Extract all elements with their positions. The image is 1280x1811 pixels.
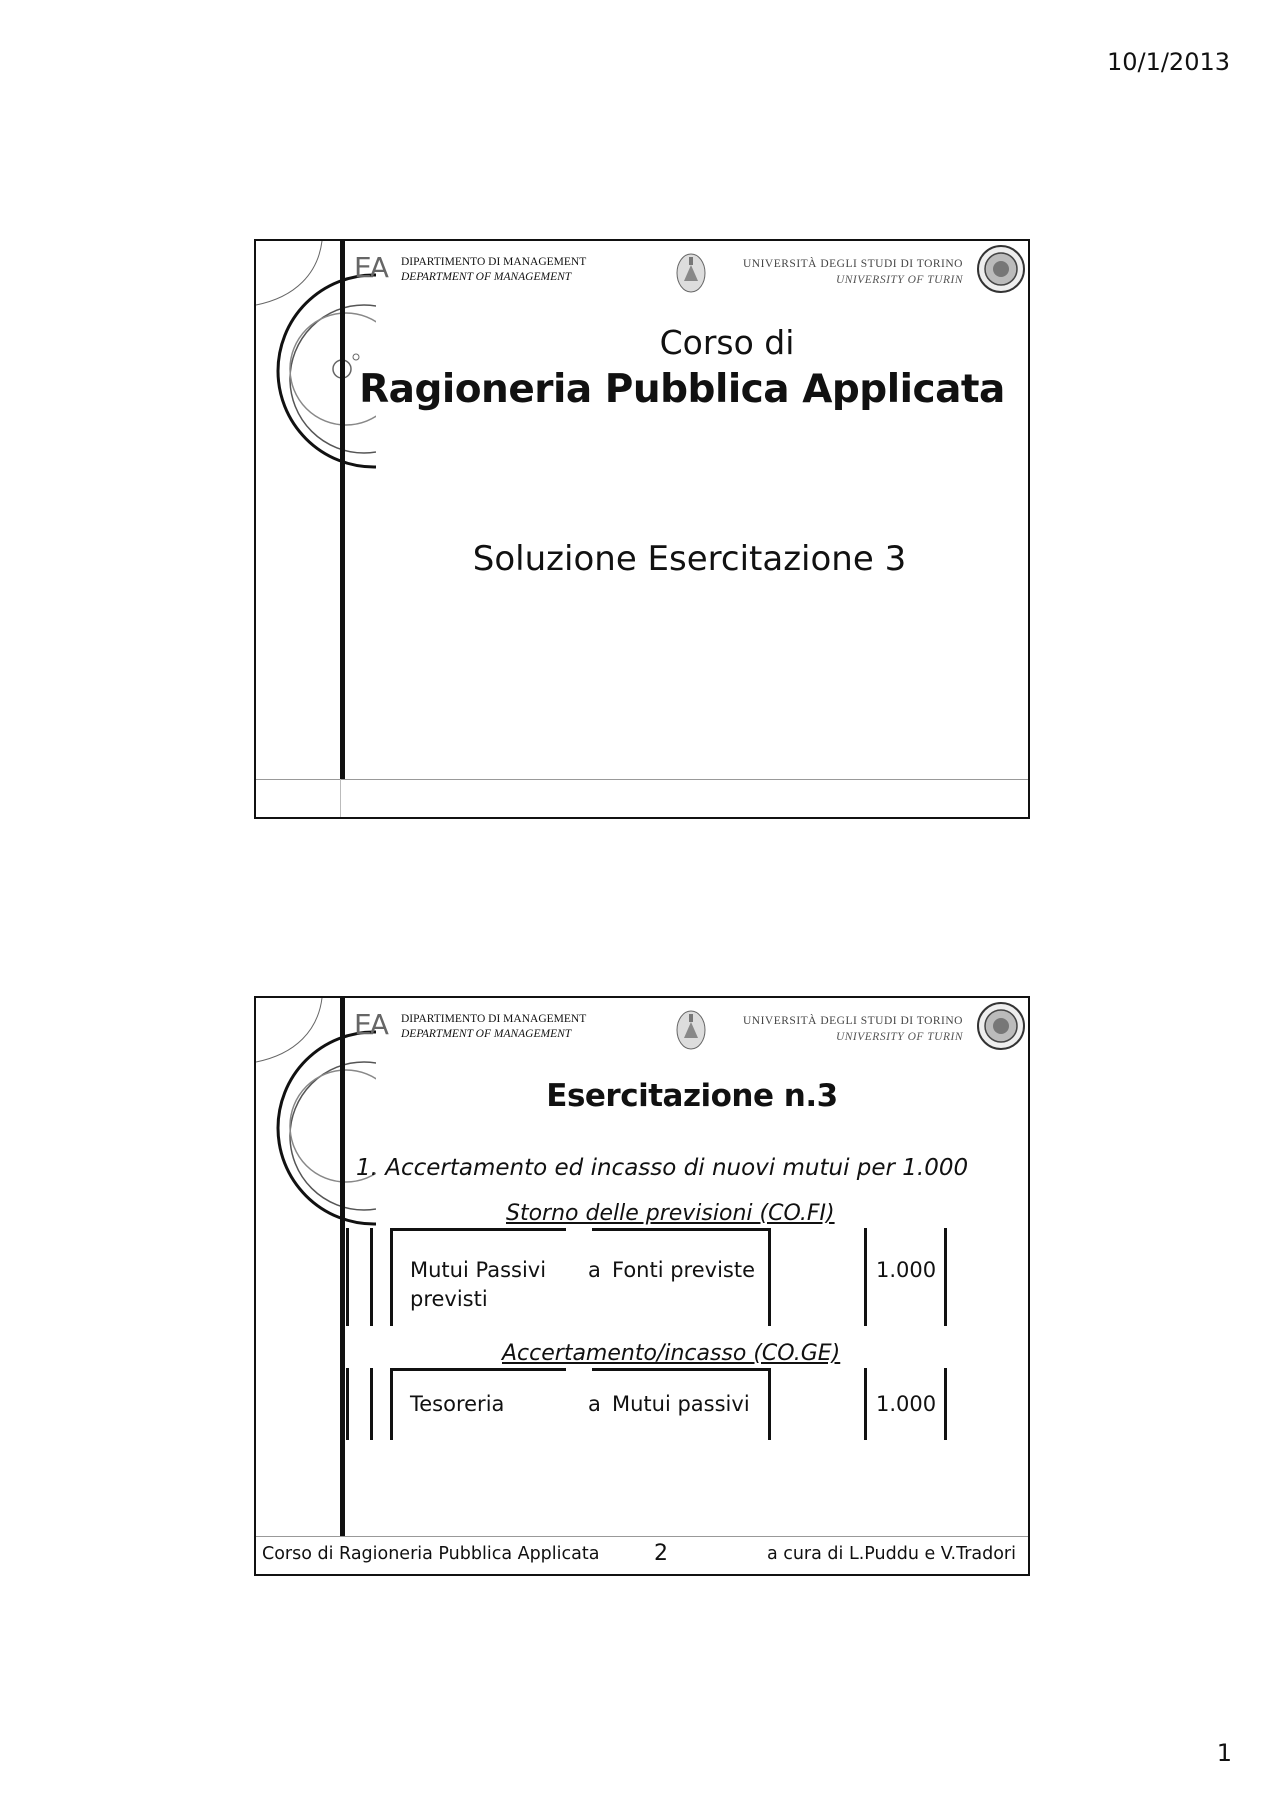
- section-heading-cofi: Storno delle previsioni (CO.FI): [506, 1201, 835, 1226]
- university-name-it: UNIVERSITÀ DEGLI STUDI DI TORINO: [742, 1015, 963, 1027]
- university-seal-icon: [976, 1001, 1026, 1051]
- entry1-debit-account: Mutui Passivi previsti: [410, 1258, 547, 1311]
- university-block: [731, 256, 963, 288]
- exercise-title: Esercitazione n.3: [546, 1078, 838, 1114]
- ea-logo-text: EA: [354, 251, 387, 284]
- entry2-debit-account: Tesoreria: [410, 1392, 505, 1416]
- circle-decoration: [256, 241, 376, 779]
- footer-separator: [340, 779, 341, 819]
- slide-1: [254, 239, 1030, 819]
- footer-divider: [256, 1536, 1028, 1537]
- page-number: 1: [1216, 1739, 1232, 1767]
- university-seal-icon: [976, 244, 1026, 294]
- entry2-a: a: [588, 1392, 601, 1416]
- footer-authors: a cura di L.Puddu e V.Tradori: [766, 1544, 1016, 1564]
- footer-course: Corso di Ragioneria Pubblica Applicata: [262, 1544, 600, 1564]
- ea-logo: [354, 251, 387, 284]
- university-name-it: UNIVERSITÀ DEGLI STUDI DI TORINO: [742, 258, 963, 270]
- department-name-it: DIPARTIMENTO DI MANAGEMENT: [401, 1013, 587, 1025]
- university-emblem-icon: [674, 251, 708, 295]
- ea-logo: [354, 1008, 387, 1041]
- entry2-amount: 1.000: [876, 1392, 937, 1416]
- footer-divider: [256, 779, 1028, 780]
- vertical-bar: [340, 241, 345, 779]
- ea-logo-text: EA: [354, 1008, 387, 1041]
- department-name-it: DIPARTIMENTO DI MANAGEMENT: [401, 256, 587, 268]
- footer-slide-number: 2: [654, 1541, 668, 1566]
- page-date: 10/1/2013: [1106, 48, 1230, 76]
- department-name-en: DEPARTMENT OF MANAGEMENT: [401, 1028, 572, 1040]
- section-heading-coge: Accertamento/incasso (CO.GE): [502, 1341, 841, 1366]
- entry1-a: a: [588, 1258, 601, 1282]
- university-block: [731, 1013, 963, 1045]
- entry1-amount: 1.000: [876, 1258, 937, 1282]
- department-block: [401, 255, 586, 285]
- exercise-item: 1. Accertamento ed incasso di nuovi mutui per 1.000: [356, 1155, 969, 1181]
- university-name-en: UNIVERSITY OF TURIN: [835, 274, 963, 286]
- course-title: Ragioneria Pubblica Applicata: [359, 367, 1005, 412]
- journal-entry-1: [346, 1228, 1016, 1326]
- course-prefix: Corso di: [659, 323, 795, 362]
- slide-subtitle: Soluzione Esercitazione 3: [472, 539, 907, 579]
- department-name-en: DEPARTMENT OF MANAGEMENT: [401, 271, 572, 283]
- entry1-credit-account: Fonti previste: [612, 1258, 756, 1282]
- department-block: [401, 1012, 586, 1042]
- university-emblem-icon: [674, 1008, 708, 1052]
- slide-2: [254, 996, 1030, 1576]
- journal-entry-2: [346, 1368, 1016, 1440]
- university-name-en: UNIVERSITY OF TURIN: [835, 1031, 963, 1043]
- entry2-credit-account: Mutui passivi: [612, 1392, 750, 1416]
